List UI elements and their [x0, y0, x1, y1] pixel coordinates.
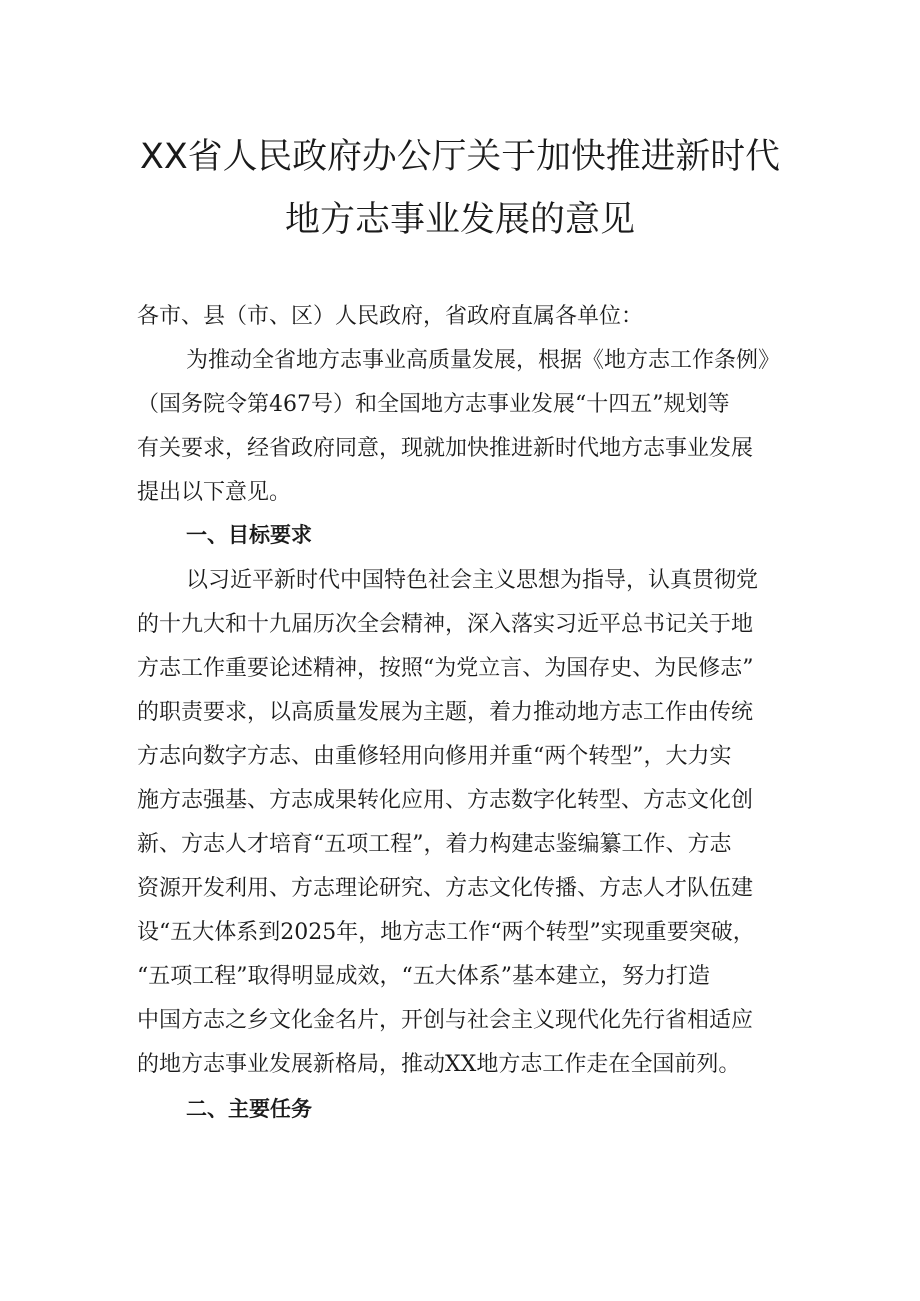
body-line: “五项工程”取得明显成效，“五大体系”基本建立，努力打造 — [137, 964, 710, 989]
document-title-line-1: XX省人民政府办公厅关于加快推进新时代 — [140, 137, 780, 177]
intro-line: 为推动全省地方志事业高质量发展，根据《地方志工作条例》 — [186, 348, 781, 373]
body-line: 方志向数字方志、由重修轻用向修用并重“两个转型”，大力实 — [137, 744, 732, 769]
body-line: 的地方志事业发展新格局，推动XX地方志工作走在全国前列。 — [137, 1052, 741, 1077]
body-line: 的职责要求，以高质量发展为主题，着力推动地方志工作由传统 — [137, 700, 754, 725]
body-line: 设“五大体系到2025年，地方志工作“两个转型”实现重要突破， — [137, 920, 755, 945]
intro-line: （国务院令第467号）和全国地方志事业发展“十四五”规划等 — [137, 392, 730, 417]
intro-line: 提出以下意见。 — [137, 480, 292, 505]
body-line: 施方志强基、方志成果转化应用、方志数字化转型、方志文化创 — [137, 788, 754, 813]
body-line: 的十九大和十九届历次全会精神，深入落实习近平总书记关于地 — [137, 612, 754, 637]
body-line: 资源开发利用、方志理论研究、方志文化传播、方志人才队伍建 — [137, 876, 754, 901]
body-line: 中国方志之乡文化金名片，开创与社会主义现代化先行省相适应 — [137, 1008, 754, 1033]
intro-line: 有关要求，经省政府同意，现就加快推进新时代地方志事业发展 — [137, 436, 754, 461]
section-heading-tasks: 二、主要任务 — [186, 1097, 312, 1121]
body-line: 方志工作重要论述精神，按照“为党立言、为国存史、为民修志” — [137, 656, 754, 681]
section-heading-goals: 一、目标要求 — [186, 523, 312, 547]
salutation: 各市、县（市、区）人民政府，省政府直属各单位： — [137, 304, 644, 329]
body-line: 新、方志人才培育“五项工程”，着力构建志鉴编纂工作、方志 — [137, 832, 732, 857]
body-line: 以习近平新时代中国特色社会主义思想为指导，认真贯彻党 — [186, 568, 759, 593]
document-title-line-2: 地方志事业发展的意见 — [285, 200, 636, 240]
